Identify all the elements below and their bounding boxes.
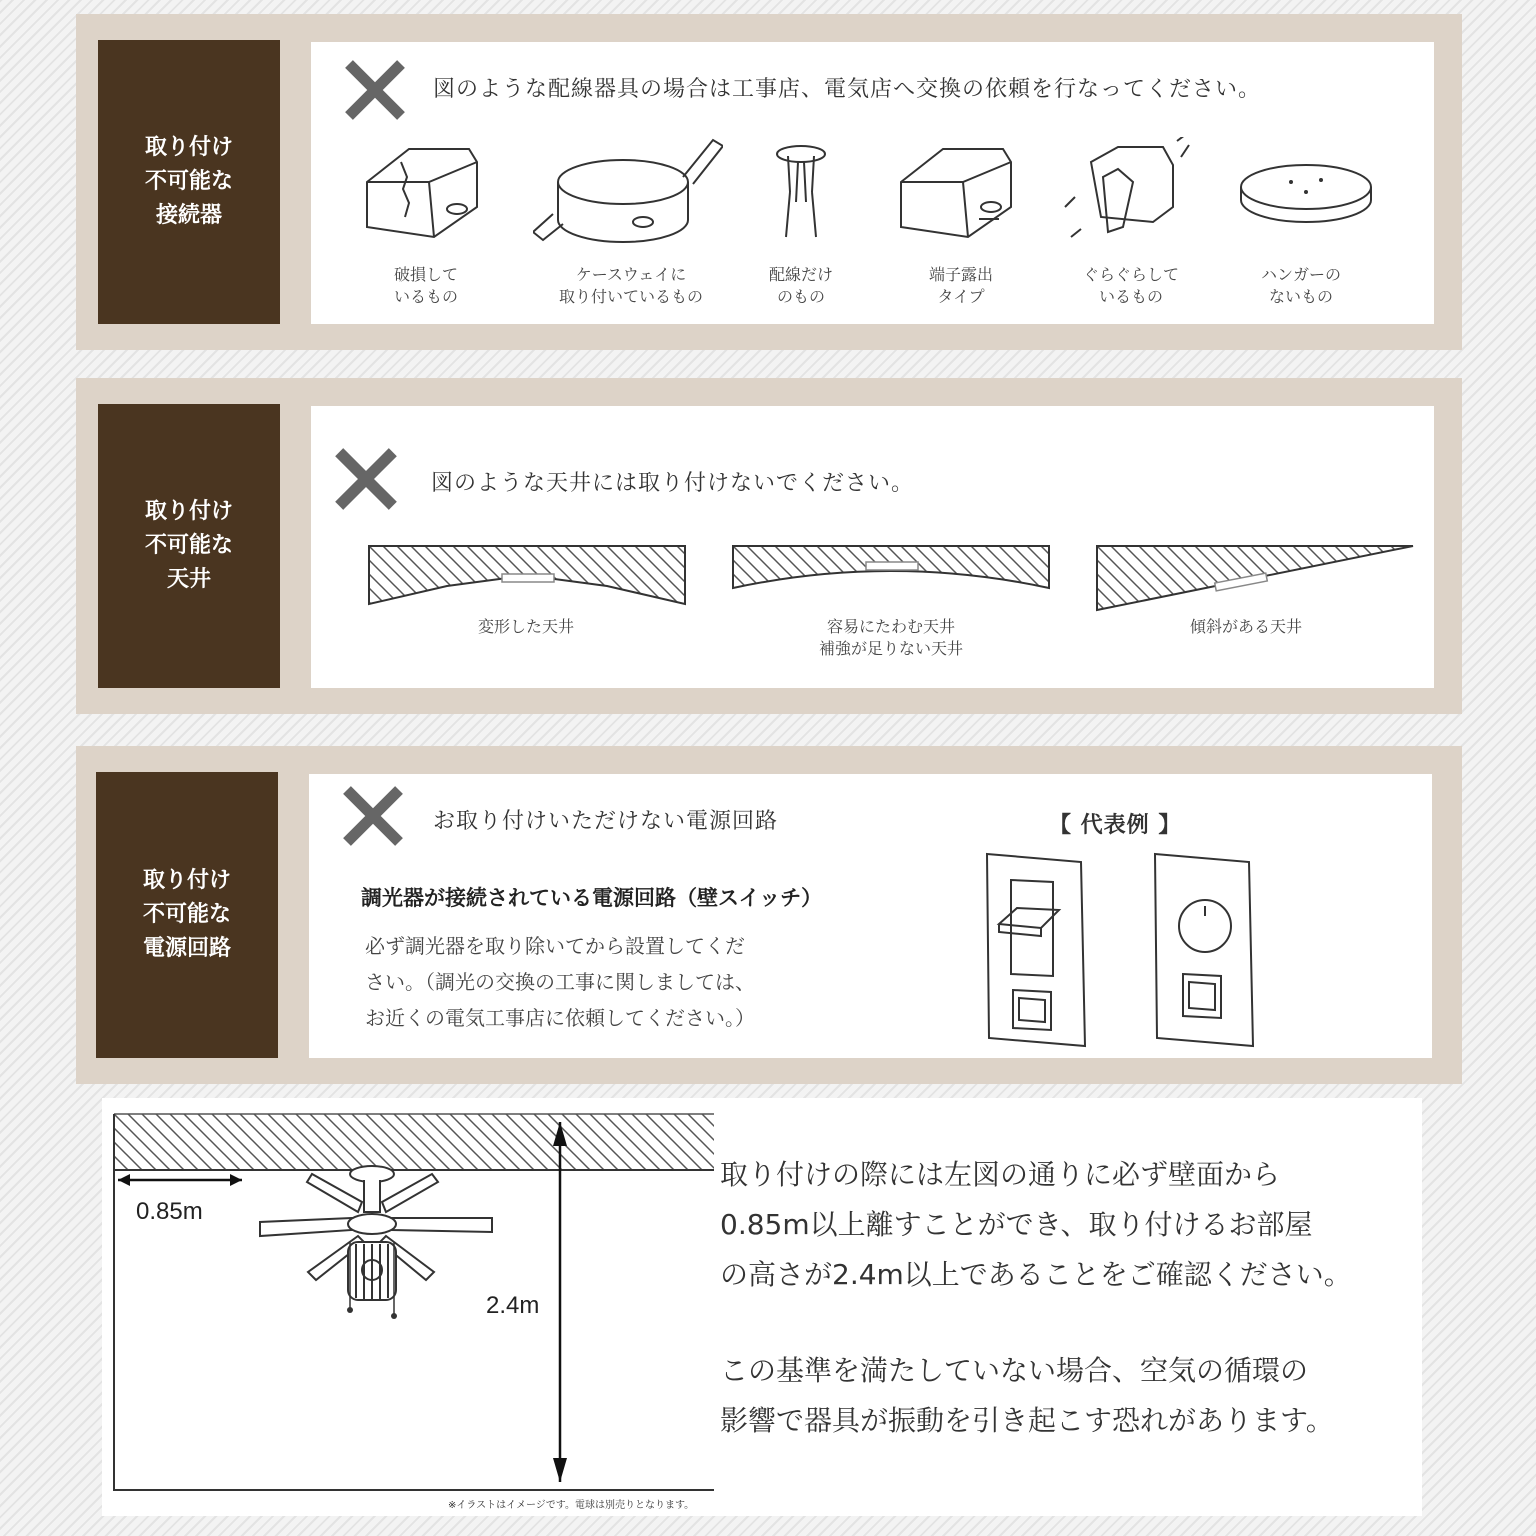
x-mark-icon <box>341 784 405 848</box>
caption-line: いるもの <box>1098 287 1163 306</box>
caption-broken <box>371 264 481 308</box>
caption-loose <box>1076 264 1186 308</box>
caption-line: ぐらぐらして <box>1082 265 1179 284</box>
label-line: 天井 <box>166 567 211 592</box>
bare-wires-icon <box>766 142 836 252</box>
sub-heading: 調光器が接続されている電源回路（壁スイッチ） <box>361 886 823 910</box>
caption-sloped <box>1161 616 1331 638</box>
caption-line: 容易にたわむ天井 <box>826 617 955 636</box>
caption-line: 変形した天井 <box>477 617 574 636</box>
paragraph-line: の高さが2.4m以上であることをご確認ください。 <box>720 1258 1352 1291</box>
label-line: 取り付け <box>142 868 231 893</box>
caption-line: 配線だけ <box>768 265 833 284</box>
label-line: 不可能な <box>142 902 231 927</box>
label-line: 不可能な <box>144 169 233 194</box>
caption-line: いるもの <box>393 287 458 306</box>
section-power-circuits <box>76 746 1462 1084</box>
caption-terminal <box>911 264 1011 308</box>
sagging-ceiling-illustration <box>731 544 1053 594</box>
sloped-ceiling-illustration <box>1095 544 1417 614</box>
caption-no-hanger <box>1246 264 1356 308</box>
section-content <box>311 406 1434 688</box>
ceiling-height-label: 2.4m <box>486 1292 540 1319</box>
label-line: 不可能な <box>144 533 233 558</box>
paragraph-line: 影響で器具が振動を引き起こす恐れがあります。 <box>720 1404 1334 1437</box>
label-line: 取り付け <box>144 135 233 160</box>
section-label <box>96 772 278 1058</box>
deformed-ceiling-illustration <box>367 544 689 610</box>
wall-distance-label: 0.85m <box>136 1198 203 1225</box>
label-line: 電源回路 <box>142 936 231 961</box>
section-connectors <box>76 14 1462 350</box>
caseway-connector-icon <box>533 132 723 252</box>
loose-connector-icon <box>1063 137 1193 257</box>
no-hanger-icon <box>1236 152 1376 232</box>
room-clearance-diagram <box>112 1112 718 1492</box>
caption-line: 傾斜がある天井 <box>1189 617 1302 636</box>
caption-line: ないもの <box>1268 287 1333 306</box>
section-content <box>309 774 1432 1058</box>
section-label <box>98 404 280 688</box>
ceiling-fan-illustration <box>260 1166 492 1319</box>
caption-caseway <box>541 264 721 308</box>
slide-dimmer-switch-icon <box>981 850 1093 1052</box>
section-heading: 図のような天井には取り付けないでください。 <box>431 471 915 496</box>
clearance-paragraph <box>720 1150 1352 1300</box>
section-content <box>311 42 1434 324</box>
caption-wires <box>751 264 851 308</box>
section-ceilings <box>76 378 1462 714</box>
warning-paragraph <box>720 1346 1334 1446</box>
section-label <box>98 40 280 324</box>
caption-line: 補強が足りない天井 <box>818 639 963 658</box>
section-heading: お取り付けいただけない電源回路 <box>433 809 779 834</box>
instruction-line: お近くの電気工事店に依頼してください。） <box>365 1006 755 1030</box>
caption-line: 取り付いているもの <box>558 287 703 306</box>
paragraph-line: この基準を満たしていない場合、空気の循環の <box>720 1354 1309 1387</box>
rotary-dimmer-switch-icon <box>1149 850 1261 1052</box>
label-line: 接続器 <box>155 203 222 228</box>
broken-connector-icon <box>359 137 484 247</box>
section-heading: 図のような配線器具の場合は工事店、電気店へ交換の依頼を行なってください。 <box>433 77 1262 102</box>
paragraph-line: 取り付けの際には左図の通りに必ず壁面から <box>720 1158 1281 1191</box>
instruction-line: 必ず調光器を取り除いてから設置してくだ <box>365 934 745 958</box>
exposed-terminal-icon <box>893 137 1023 247</box>
caption-line: ハンガーの <box>1260 265 1341 284</box>
caption-deformed <box>441 616 611 638</box>
footnote: ※イラストはイメージです。電球は別売りとなります。 <box>448 1500 695 1511</box>
x-mark-icon <box>333 446 399 512</box>
instruction-line: さい。（調光の交換の工事に関しましては、 <box>365 970 755 994</box>
clearance-section <box>102 1098 1422 1516</box>
label-line: 取り付け <box>144 499 233 524</box>
caption-sagging <box>801 616 981 660</box>
caption-line: 端子露出 <box>928 265 993 284</box>
example-label: 【 代表例 】 <box>1049 813 1182 838</box>
paragraph-line: 0.85m以上離すことができ、取り付けるお部屋 <box>720 1208 1313 1241</box>
instructions <box>365 928 755 1036</box>
caption-line: 破損して <box>393 265 458 284</box>
caption-line: ケースウェイに <box>575 265 687 284</box>
caption-line: タイプ <box>937 287 985 306</box>
x-mark-icon <box>343 58 407 122</box>
caption-line: のもの <box>776 287 825 306</box>
